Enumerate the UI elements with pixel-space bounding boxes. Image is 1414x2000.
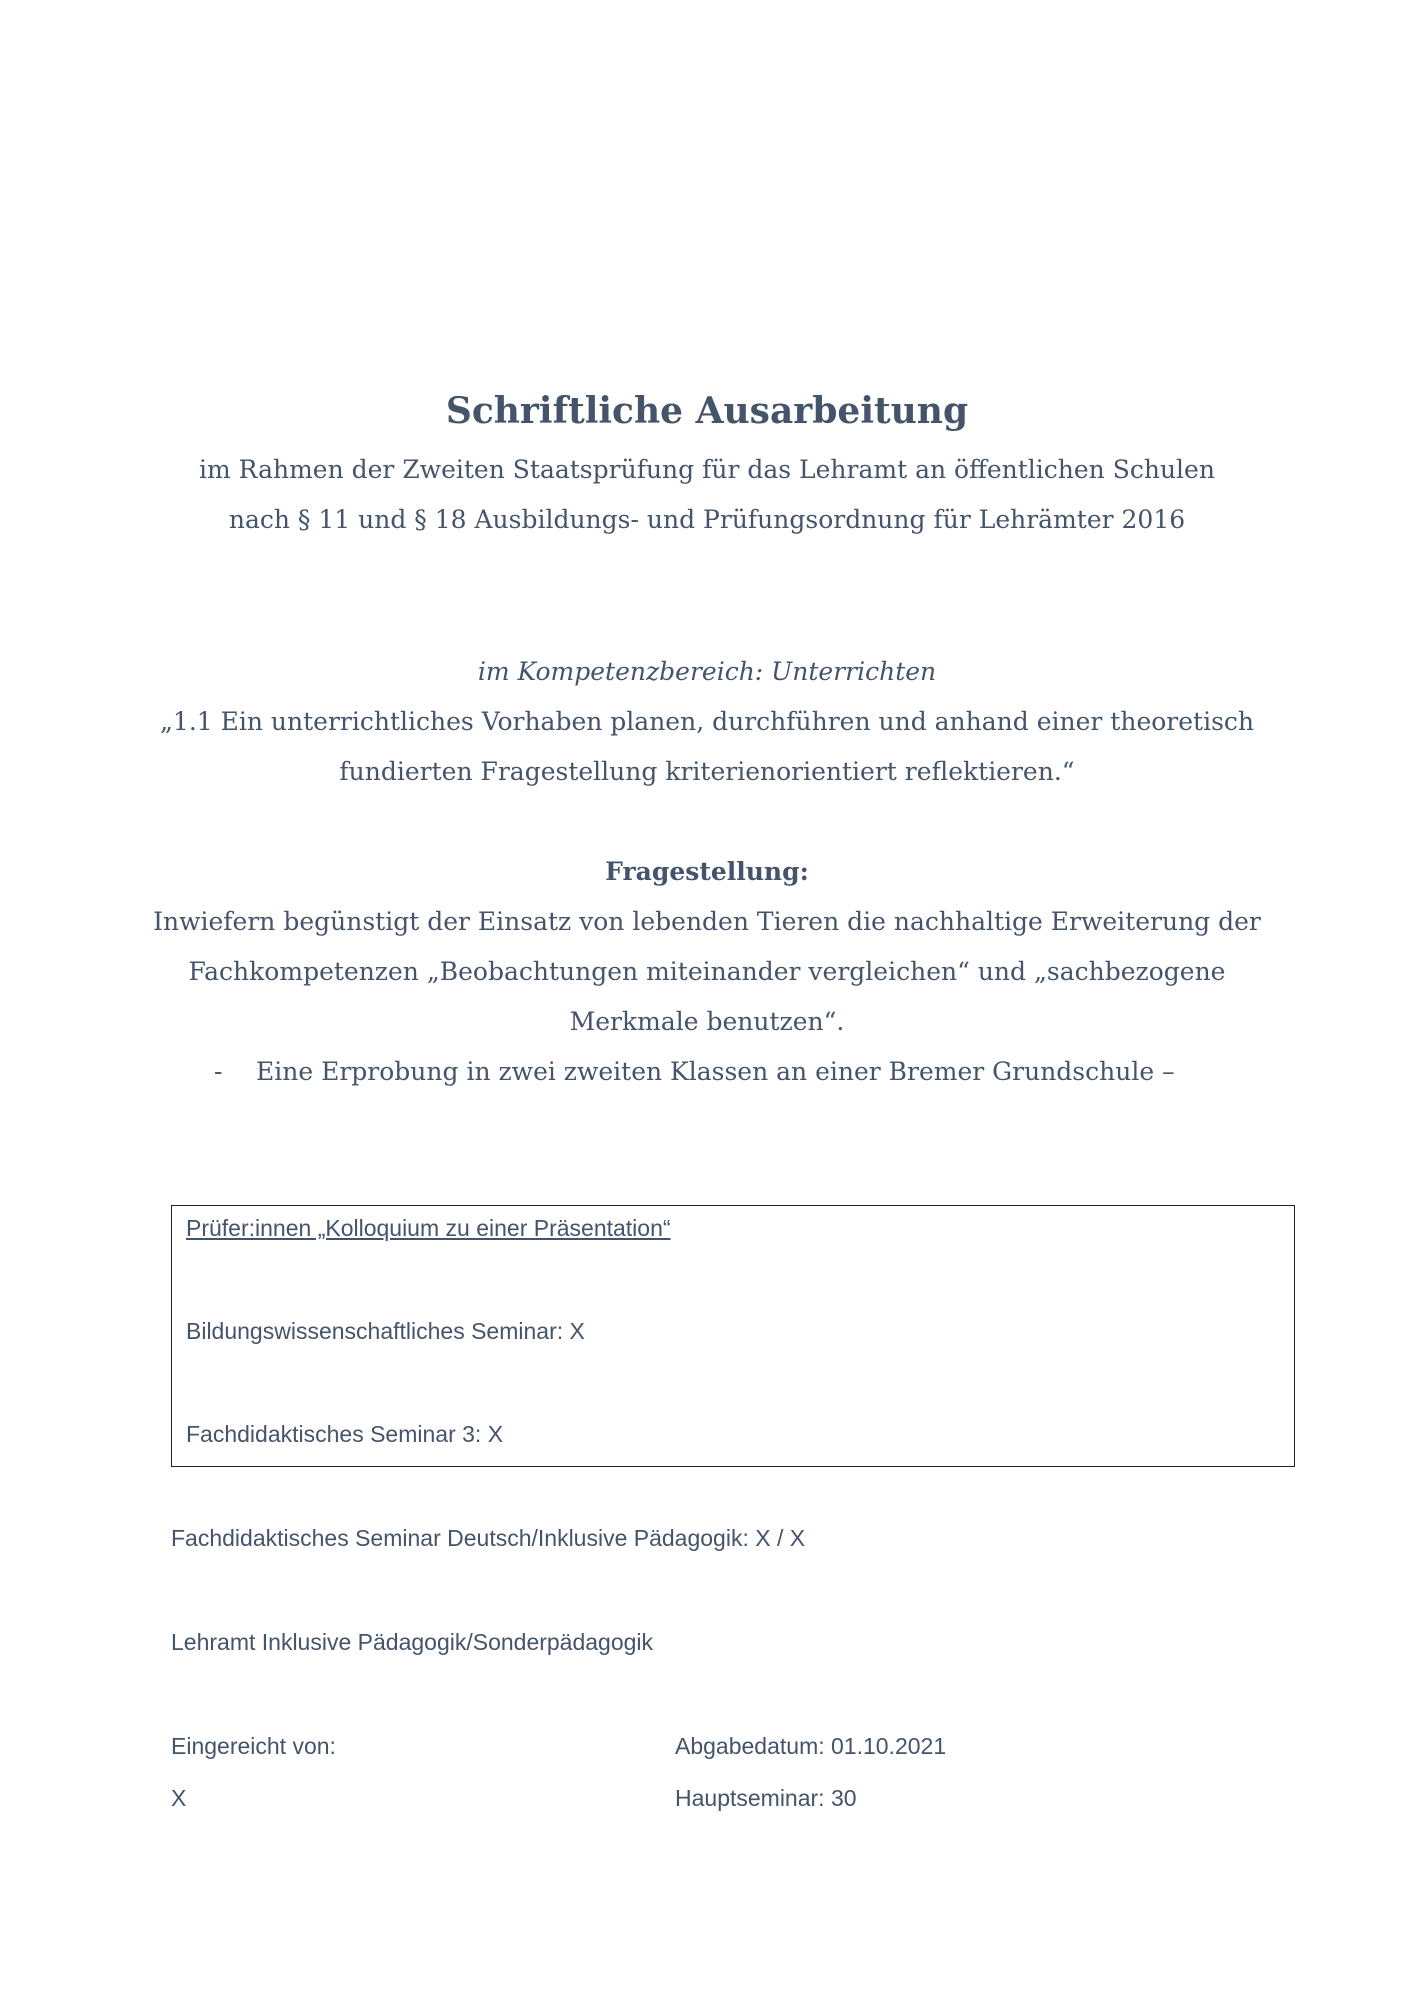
kompetenz-quote-line-1: „1.1 Ein unterrichtliches Vorhaben planen, durchführen und anhand einer theoretisch [159,707,1255,736]
fragestellung-line-2: Fachkompetenzen „Beobachtungen miteinander vergleichen“ und „sachbezogene [188,957,1226,986]
fragestellung-heading: Fragestellung: [605,857,809,886]
fachdidaktisches-seminar: Fachdidaktisches Seminar Deutsch/Inklusive Pädagogik: X / X [171,1525,806,1551]
kompetenz-label: im Kompetenzbereich: Unterrichten [477,657,937,686]
hauptseminar: Hauptseminar: 30 [675,1785,857,1811]
abgabedatum: Abgabedatum: 01.10.2021 [675,1733,947,1759]
subtitle-line-1: im Rahmen der Zweiten Staatsprüfung für das Lehramt an öffentlichen Schulen [199,455,1215,484]
fragestellung-line-3: Merkmale benutzen“. [569,1007,845,1036]
eingereicht-label: Eingereicht von: [171,1733,336,1759]
fragestellung-line-1: Inwiefern begünstigt der Einsatz von lebenden Tieren die nachhaltige Erweiterung der [153,907,1261,936]
subtitle-line-2: nach § 11 und § 18 Ausbildungs- und Prüfungsordnung für Lehrämter 2016 [228,505,1186,534]
pruefer-bildungswissenschaft: Bildungswissenschaftliches Seminar: X [186,1318,585,1344]
fragestellung-bullet [214,1055,1175,1089]
pruefer-fachdidaktik: Fachdidaktisches Seminar 3: X [186,1421,504,1447]
lehramt: Lehramt Inklusive Pädagogik/Sonderpädagogik [171,1629,654,1655]
bullet-dash: - [214,1057,223,1086]
kompetenz-quote-line-2: fundierten Fragestellung kriterienorientiert reflektieren.“ [339,757,1075,786]
eingereicht-name: X [171,1785,187,1811]
fragestellung-bullet-text: Eine Erprobung in zwei zweiten Klassen an einer Bremer Grundschule – [256,1057,1175,1086]
pruefer-box-heading: Prüfer:innen „Kolloquium zu einer Präsentation“ [186,1215,671,1241]
document-title: Schriftliche Ausarbeitung [445,390,969,432]
pruefer-box [171,1205,1295,1467]
